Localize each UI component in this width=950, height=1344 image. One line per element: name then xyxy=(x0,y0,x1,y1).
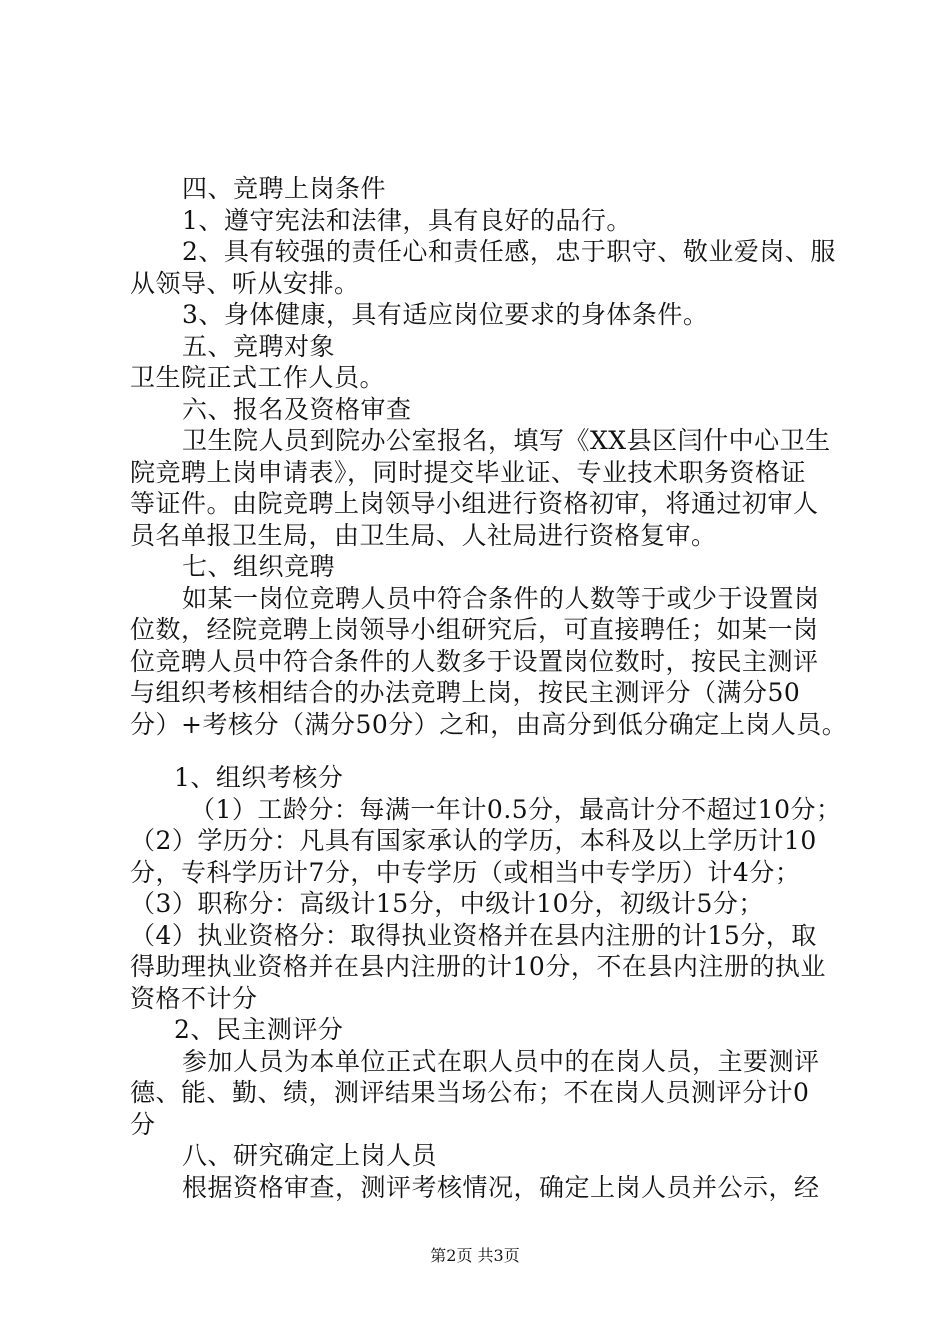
paragraph-line: 3、身体健康，具有适应岗位要求的身体条件。 xyxy=(182,300,709,329)
paragraph-line: 分）+考核分（满分50分）之和，由高分到低分确定上岗人员。 xyxy=(130,709,848,739)
section-heading-6: 六、报名及资格审查 xyxy=(182,394,412,424)
paragraph-line: 如某一岗位竞聘人员中符合条件的人数等于或少于设置岗 xyxy=(182,583,820,613)
paragraph-line: 资格不计分 xyxy=(130,983,258,1013)
paragraph-line: 德、能、勤、绩，测评结果当场公布；不在岗人员测评分计0 xyxy=(130,1078,810,1107)
paragraph-line: 位竞聘人员中符合条件的人数多于设置岗位数时，按民主测评 xyxy=(130,646,819,676)
paragraph-line: 员名单报卫生局，由卫生局、人社局进行资格复审。 xyxy=(130,520,717,550)
paragraph-line: 1、遵守宪法和法律，具有良好的品行。 xyxy=(182,205,632,235)
paragraph-line: 位数，经院竞聘上岗领导小组研究后，可直接聘任；如某一岗 xyxy=(130,615,819,644)
paragraph-line: 分，专科学历计7分，中专学历（或相当中专学历）计4分； xyxy=(130,857,801,887)
section-heading-4: 四、竞聘上岗条件 xyxy=(182,174,387,203)
document-body xyxy=(130,173,848,1203)
paragraph-line: 卫生院人员到院办公室报名，填写《XX县区闫什中心卫生 xyxy=(182,426,831,455)
paragraph-line: （1）工龄分：每满一年计0.5分，最高计分不超过10分； xyxy=(190,794,842,824)
paragraph-line: 参加人员为本单位正式在职人员中的在岗人员，主要测评 xyxy=(182,1046,820,1076)
paragraph-line: （3）职称分：高级计15分，中级计10分，初级计5分； xyxy=(130,889,764,918)
paragraph-line: （2）学历分：凡具有国家承认的学历，本科及以上学历计10 xyxy=(130,826,817,855)
paragraph-spacer xyxy=(130,740,835,762)
paragraph-line: 院竞聘上岗申请表》，同时提交毕业证、专业技术职务资格证 xyxy=(130,457,807,487)
paragraph-line: 根据资格审查，测评考核情况，确定上岗人员并公示，经 xyxy=(182,1172,820,1202)
paragraph-line: 2、具有较强的责任心和责任感，忠于职守、敬业爱岗、服 xyxy=(182,237,836,266)
paragraph-line: 等证件。由院竞聘上岗领导小组进行资格初审，将通过初审人 xyxy=(130,489,819,518)
page-number-footer: 第2页 共3页 xyxy=(430,1246,520,1265)
section-heading-7: 七、组织竞聘 xyxy=(182,552,336,581)
subsection-heading: 2、民主测评分 xyxy=(174,1015,344,1044)
paragraph-line: （4）执业资格分：取得执业资格并在县内注册的计15分，取 xyxy=(130,920,817,950)
paragraph-line: 从领导、听从安排。 xyxy=(130,268,360,298)
section-heading-8: 八、研究确定上岗人员 xyxy=(182,1141,438,1170)
paragraph-line: 卫生院正式工作人员。 xyxy=(130,363,386,392)
section-heading-5: 五、竞聘对象 xyxy=(182,331,336,361)
subsection-heading: 1、组织考核分 xyxy=(174,763,344,792)
paragraph-line: 分 xyxy=(130,1109,156,1139)
paragraph-line: 与组织考核相结合的办法竞聘上岗，按民主测评分（满分50 xyxy=(130,678,801,707)
paragraph-line: 得助理执业资格并在县内注册的计10分，不在县内注册的执业 xyxy=(130,952,826,981)
